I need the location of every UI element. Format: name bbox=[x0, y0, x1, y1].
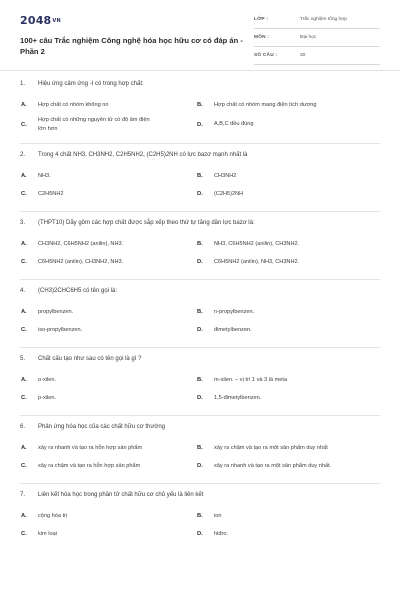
question-item bbox=[20, 287, 380, 348]
option-letter: D. bbox=[197, 190, 203, 197]
option-letter: A. bbox=[21, 101, 27, 108]
option-text: C2H5NH2 bbox=[38, 190, 64, 197]
option-c[interactable] bbox=[20, 255, 192, 269]
document-title: 100+ câu Trắc nghiệm Công nghệ hóa học hữu cơ có đáp án - Phần 2 bbox=[20, 36, 243, 56]
question-stem: Trong 4 chất NH3, CH3NH2, C2H5NH2, (C2H5)2NH có lực bazơ mạnh nhất là bbox=[38, 152, 248, 158]
option-text: C6H5NH2 (anilin), NH3, CH3NH2. bbox=[214, 258, 300, 265]
option-d[interactable] bbox=[196, 323, 368, 337]
option-text: xảy ra nhanh và tạo ra hỗn hợp sản phẩm bbox=[38, 444, 143, 451]
option-text: n-propylbenzen. bbox=[214, 308, 255, 315]
option-text: cộng hóa trị bbox=[38, 512, 68, 519]
option-d[interactable] bbox=[196, 527, 368, 541]
question-number: 2. bbox=[20, 152, 26, 158]
option-a[interactable] bbox=[20, 441, 192, 455]
option-text: NH3. bbox=[38, 172, 51, 179]
question-text bbox=[20, 491, 380, 502]
option-letter: A. bbox=[21, 444, 27, 451]
option-text: C6H5NH2 (anilin), CH3NH2, NH3. bbox=[38, 258, 124, 265]
option-text: propylbenzen. bbox=[38, 308, 74, 315]
option-text: m-xilen. – vị trí 1 và 3 là meta bbox=[214, 376, 288, 383]
option-letter: B. bbox=[197, 444, 203, 451]
meta-count-row bbox=[254, 50, 380, 65]
brand-logo[interactable] bbox=[20, 14, 61, 27]
option-b[interactable] bbox=[196, 98, 368, 112]
option-letter: B. bbox=[197, 512, 203, 519]
option-text: kim loại bbox=[38, 530, 57, 537]
option-b[interactable] bbox=[196, 237, 368, 251]
question-item bbox=[20, 151, 380, 212]
option-text: Hợp chất có nhóm không no bbox=[38, 101, 109, 108]
question-text bbox=[20, 80, 380, 91]
option-grid bbox=[20, 98, 380, 137]
question-number: 3. bbox=[20, 220, 26, 226]
option-a[interactable] bbox=[20, 509, 192, 523]
option-text: CH3NH2, C6H5NH2 (anilin), NH3. bbox=[38, 240, 124, 247]
option-a[interactable] bbox=[20, 305, 192, 319]
meta-class-label: LỚP : bbox=[254, 17, 269, 22]
question-text bbox=[20, 287, 380, 298]
option-b[interactable] bbox=[196, 169, 368, 183]
option-c[interactable] bbox=[20, 116, 192, 133]
meta-count-value: 30 bbox=[300, 53, 306, 58]
question-item bbox=[20, 355, 380, 416]
option-grid bbox=[20, 237, 380, 273]
option-letter: D. bbox=[197, 326, 203, 333]
option-text: NH3, C6H5NH2 (anilin), CH3NH2. bbox=[214, 240, 300, 247]
option-b[interactable] bbox=[196, 441, 368, 455]
meta-box bbox=[254, 14, 380, 68]
option-grid bbox=[20, 169, 380, 205]
question-stem: Phản ứng hóa học của các chất hữu cơ thường bbox=[38, 424, 165, 430]
option-d[interactable] bbox=[196, 391, 368, 405]
option-text: đimetylbenzen. bbox=[214, 326, 252, 333]
option-b[interactable] bbox=[196, 373, 368, 387]
question-text bbox=[20, 423, 380, 434]
option-letter: C. bbox=[21, 394, 27, 401]
option-c[interactable] bbox=[20, 459, 192, 473]
option-letter: C. bbox=[21, 326, 27, 333]
worksheet-header bbox=[20, 14, 380, 76]
option-d[interactable] bbox=[196, 187, 368, 201]
question-number: 6. bbox=[20, 424, 26, 430]
question-stem: Liên kết hóa học trong phân tử chất hữu cơ chủ yếu là liên kết bbox=[38, 492, 204, 498]
question-text bbox=[20, 151, 380, 162]
option-letter: C. bbox=[21, 530, 27, 537]
question-item bbox=[20, 80, 380, 144]
question-text bbox=[20, 355, 380, 366]
option-text: xảy ra chậm và tạo ra một sản phẩm duy nhất bbox=[214, 444, 328, 451]
option-letter: A. bbox=[21, 376, 27, 383]
question-stem: Hiệu ứng cảm ứng -I có trong hợp chất: bbox=[38, 81, 144, 87]
option-a[interactable] bbox=[20, 373, 192, 387]
brand-suffix: VN bbox=[52, 18, 61, 24]
question-number: 5. bbox=[20, 356, 26, 362]
option-text: Hợp chất có nhóm mang điện tích dương bbox=[214, 101, 317, 108]
option-letter: C. bbox=[21, 121, 27, 128]
option-grid bbox=[20, 305, 380, 341]
option-letter: B. bbox=[197, 240, 203, 247]
question-number: 4. bbox=[20, 288, 26, 294]
option-letter: A. bbox=[21, 308, 27, 315]
option-text: A,B,C đều đúng bbox=[214, 121, 254, 128]
meta-subject-value: Đại học bbox=[300, 35, 317, 40]
option-d[interactable] bbox=[196, 255, 368, 269]
option-letter: A. bbox=[21, 512, 27, 519]
option-d[interactable] bbox=[196, 116, 368, 133]
option-text: ion bbox=[214, 512, 222, 519]
option-text: (C2H5)2NH bbox=[214, 190, 244, 197]
option-b[interactable] bbox=[196, 509, 368, 523]
option-letter: A. bbox=[21, 240, 27, 247]
meta-count-label: SỐ CÂU : bbox=[254, 53, 278, 58]
meta-class-value: Trắc nghiệm tổng hợp bbox=[300, 17, 347, 22]
option-letter: C. bbox=[21, 258, 27, 265]
option-text: xảy ra chậm và tạo ra hỗn hợp sản phẩm bbox=[38, 462, 141, 469]
option-text: CH3NH2 bbox=[214, 172, 237, 179]
question-item bbox=[20, 423, 380, 484]
option-c[interactable] bbox=[20, 391, 192, 405]
option-letter: C. bbox=[21, 190, 27, 197]
question-item bbox=[20, 219, 380, 280]
question-number: 7. bbox=[20, 492, 26, 498]
option-c[interactable] bbox=[20, 323, 192, 337]
option-letter: D. bbox=[197, 121, 203, 128]
option-text: 1,5-đimetylbenzen. bbox=[214, 394, 262, 401]
meta-subject-row bbox=[254, 32, 380, 47]
question-stem: (THPT10) Dãy gồm các hợp chất được sắp xếp theo thứ tự tăng dần lực bazơ là: bbox=[38, 220, 255, 226]
option-letter: A. bbox=[21, 172, 27, 179]
option-letter: B. bbox=[197, 308, 203, 315]
question-list bbox=[20, 80, 380, 558]
question-item bbox=[20, 491, 380, 551]
question-text bbox=[20, 219, 380, 230]
option-text: xảy ra nhanh và tạo ra một sản phẩm duy nhất. bbox=[214, 462, 332, 469]
brand-name: 2048 bbox=[20, 14, 52, 27]
option-letter: D. bbox=[197, 394, 203, 401]
option-c[interactable] bbox=[20, 187, 192, 201]
header-divider bbox=[0, 70, 400, 71]
option-a[interactable] bbox=[20, 98, 192, 112]
option-b[interactable] bbox=[196, 305, 368, 319]
option-a[interactable] bbox=[20, 169, 192, 183]
question-number: 1. bbox=[20, 81, 26, 87]
question-stem: Chất cấu tạo như sau có tên gọi là gì ? bbox=[38, 356, 142, 362]
option-d[interactable] bbox=[196, 459, 368, 473]
option-letter: C. bbox=[21, 462, 27, 469]
option-letter: B. bbox=[197, 172, 203, 179]
option-text: iso-propylbenzen. bbox=[38, 326, 83, 333]
option-grid bbox=[20, 373, 380, 409]
option-grid bbox=[20, 509, 380, 545]
option-text: p-xilen. bbox=[38, 394, 57, 401]
option-c[interactable] bbox=[20, 527, 192, 541]
option-text: Hợp chất có những nguyên tử có độ âm điện lớn hơn bbox=[38, 117, 150, 132]
meta-class-row bbox=[254, 14, 380, 29]
option-text: o-xilen. bbox=[38, 376, 57, 383]
option-letter: D. bbox=[197, 258, 203, 265]
option-letter: D. bbox=[197, 462, 203, 469]
option-grid bbox=[20, 441, 380, 477]
meta-subject-label: MÔN : bbox=[254, 35, 270, 40]
option-a[interactable] bbox=[20, 237, 192, 251]
option-letter: B. bbox=[197, 376, 203, 383]
question-stem: (CH3)2CHC6H5 có tên gọi là: bbox=[38, 288, 118, 294]
option-text: hiđro. bbox=[214, 530, 228, 537]
option-letter: B. bbox=[197, 101, 203, 108]
option-letter: D. bbox=[197, 530, 203, 537]
